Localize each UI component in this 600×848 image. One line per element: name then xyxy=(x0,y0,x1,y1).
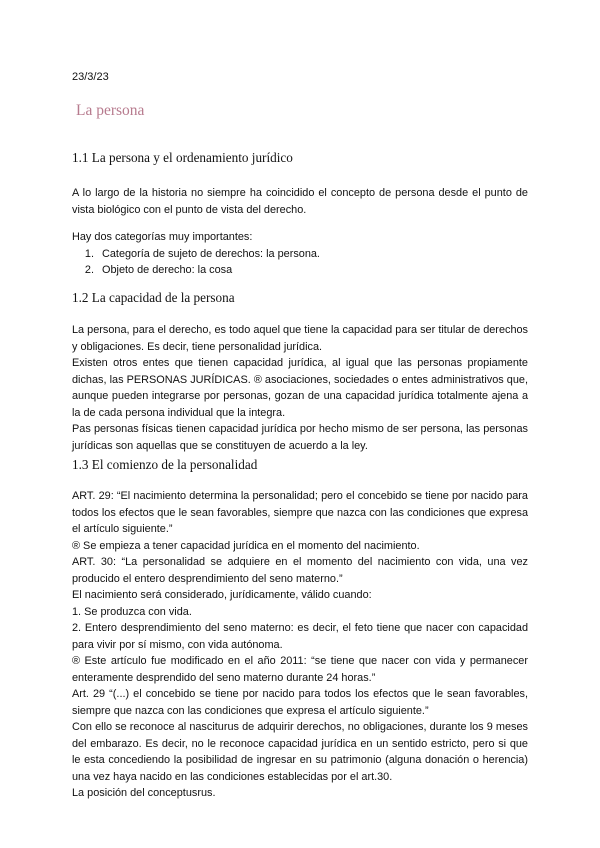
paragraph: ® Se empieza a tener capacidad jurídica en el momento del nacimiento. xyxy=(72,539,420,552)
paragraph: 2. Entero desprendimiento del seno materno: es decir, el feto tiene que nacer con capacidad para vivir por sí mismo, con vida autónoma. xyxy=(72,622,528,651)
list-item xyxy=(72,246,528,263)
paragraph: Art. 29 “(...) el concebido se tiene por nacido para todos los efectos que le sean favorables, siempre que nazca con las condiciones que expresa el artículo siguiente.” xyxy=(72,688,528,717)
section-1-1-list-block xyxy=(72,229,528,279)
paragraph: Pas personas físicas tienen capacidad jurídica por hecho mismo de ser persona, las personas jurídicas son aquellas que se constituyen de acuerdo a la ley. xyxy=(72,423,528,452)
section-heading-1-3: 1.3 El comienzo de la personalidad xyxy=(72,457,258,472)
paragraph: Con ello se reconoce al nasciturus de adquirir derechos, no obligaciones, durante los 9 meses del embarazo. Es decir, no le reconoce capacidad jurídica en un sentido estricto, pero si que le esta concediendo la posibilidad de ingresar en su patrimonio (alguna donación o herencia) una vez haya nacido en las condiciones establecidas por el art.30. xyxy=(72,721,528,783)
paragraph: ART. 30: “La personalidad se adquiere en el momento del nacimiento con vida, una vez producido el entero desprendimiento del seno materno.” xyxy=(72,556,528,585)
paragraph: Existen otros entes que tienen capacidad jurídica, al igual que las personas propiamente dichas, las PERSONAS JURÍDICAS. ® asociaciones, sociedades o entes administrativos que, aunque pueden integrarse por personas, gozan de una capacidad jurídica totalmente ajena a la de cada persona individual que la integra. xyxy=(72,357,528,419)
list-item xyxy=(72,262,528,279)
list-intro: Hay dos categorías muy importantes: xyxy=(72,231,253,243)
categories-list xyxy=(72,246,528,279)
list-item-number: 1. xyxy=(84,247,94,260)
list-item-text: Objeto de derecho: la cosa xyxy=(102,264,233,276)
list-item-text: Categoría de sujeto de derechos: la persona. xyxy=(102,247,320,260)
paragraph: La persona, para el derecho, es todo aquel que tiene la capacidad para ser titular de derechos y obligaciones. Es decir, tiene personalidad jurídica. xyxy=(72,324,528,353)
section-1-2-body xyxy=(72,322,528,454)
paragraph: ® Este artículo fue modificado en el año 2011: “se tiene que nacer con vida y permanecer enteramente desprendido del seno materno durante 24 horas.” xyxy=(72,655,528,684)
paragraph: El nacimiento será considerado, jurídicamente, válido cuando: xyxy=(72,589,372,601)
date: 23/3/23 xyxy=(72,71,109,83)
section-heading-1-2: 1.2 La capacidad de la persona xyxy=(72,290,235,305)
section-heading-1-1: 1.1 La persona y el ordenamiento jurídico xyxy=(72,150,293,165)
paragraph: La posición del conceptusrus. xyxy=(72,787,216,799)
paragraph: ART. 29: “El nacimiento determina la personalidad; pero el concebido se tiene por nacido para todos los efectos que le sean favorables, siempre que nazca con las condiciones que expresa el artículo siguiente.” xyxy=(72,490,528,535)
page-title: La persona xyxy=(76,102,145,119)
section-1-3-body xyxy=(72,488,528,802)
list-item-number: 2. xyxy=(84,264,94,276)
section-1-1-paragraph: A lo largo de la historia no siempre ha coincidido el concepto de persona desde el punto de vista biológico con el punto de vista del derecho. xyxy=(72,187,528,216)
paragraph: 1. Se produzca con vida. xyxy=(72,605,192,618)
